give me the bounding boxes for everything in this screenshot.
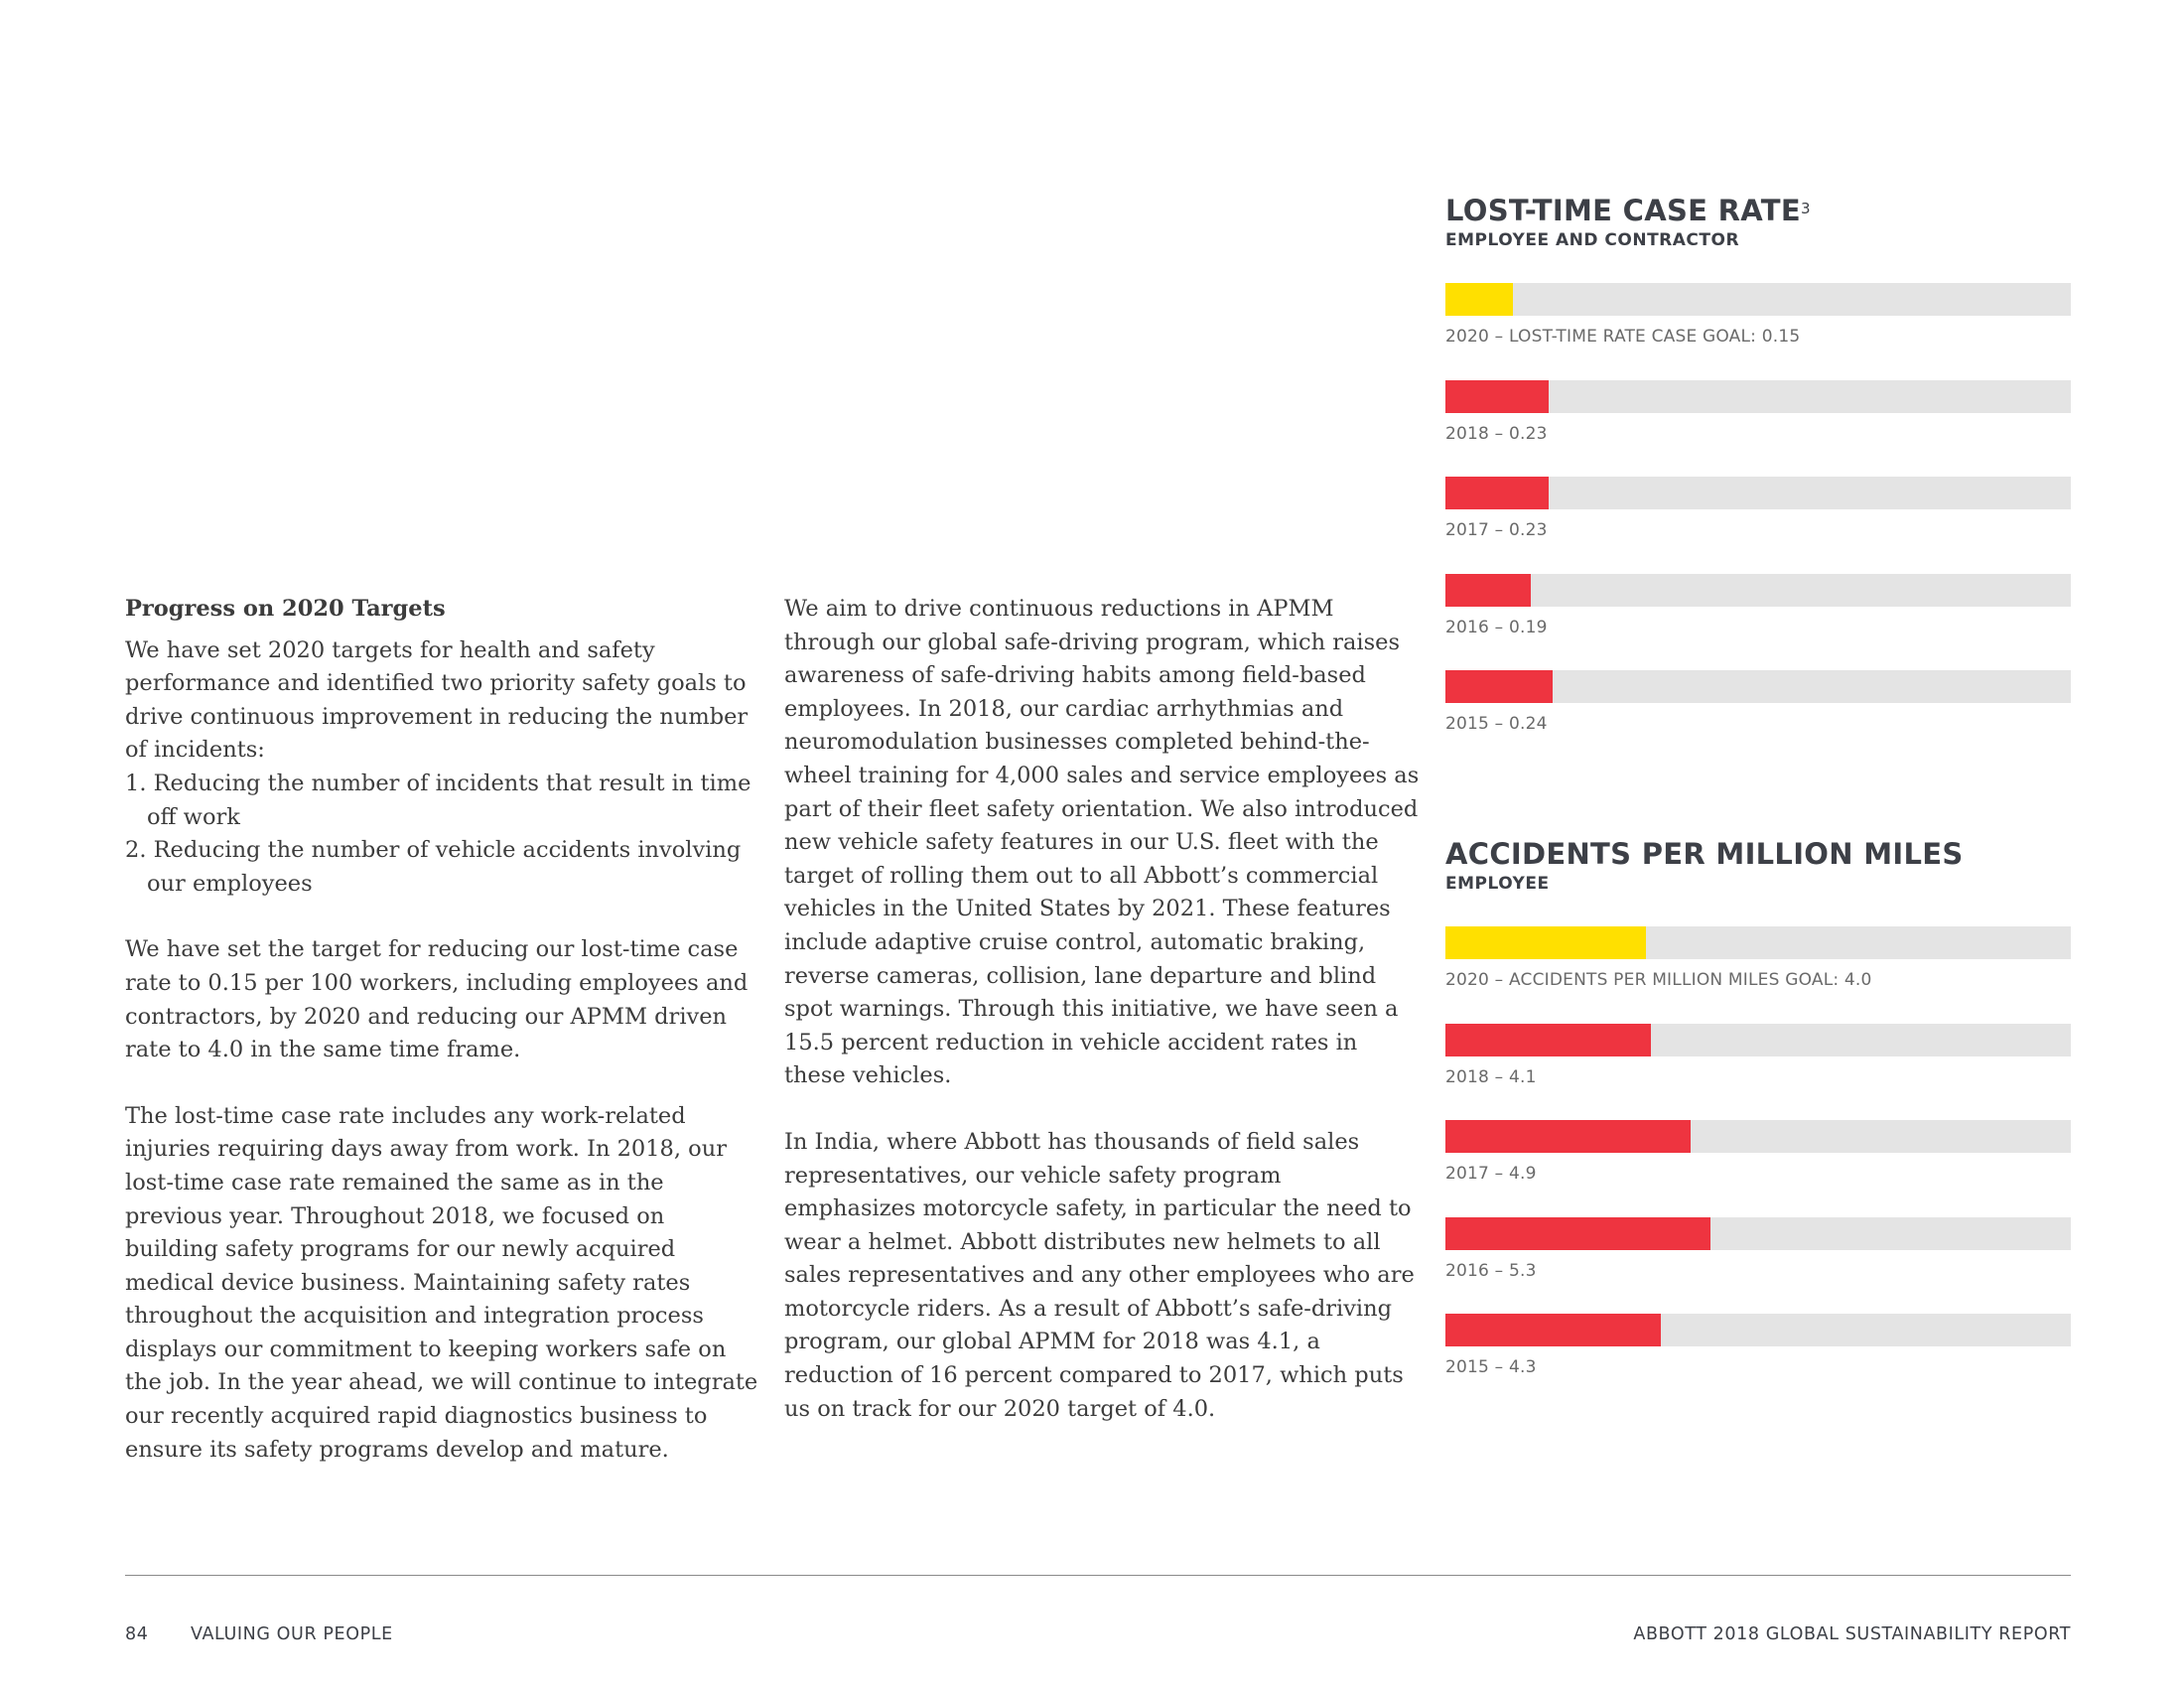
chart-bars <box>1445 926 2071 1411</box>
footer-divider <box>125 1575 2071 1576</box>
bar-label: 2015 – 0.24 <box>1445 714 1548 735</box>
bar-label: 2020 – LOST-TIME RATE CASE GOAL: 0.15 <box>1445 327 1801 347</box>
bar-row <box>1445 380 2071 478</box>
chart-title: ACCIDENTS PER MILLION MILES <box>1445 837 1964 871</box>
bar-track <box>1445 1314 2071 1346</box>
value-bar <box>1445 1024 1651 1056</box>
bar-row <box>1445 670 2071 768</box>
bar-track <box>1445 1120 2071 1153</box>
bar-label: 2017 – 4.9 <box>1445 1164 1537 1185</box>
india-paragraph: In India, where Abbott has thousands of field sales representatives, our vehicle safety program emphasizes motorcycle safety, in particular the need to wear a helmet. Abbott distributes new helmets to all sales representatives and any other employees who are motorcycle riders. As a result of Abbott’s safe-driving program, our global APMM for 2018 was 4.1, a reduction of 16 percent compared to 2017, which puts us on track for our 2020 target of 4.0. <box>784 1128 1415 1422</box>
bar-row <box>1445 1120 2071 1217</box>
lost-time-paragraph: The lost-time case rate includes any work-related injuries requiring days away from work. In 2018, our lost-time case rate remained the same as in the previous year. Throughout 2018, we focused on building safety programs for our newly acquired medical device business. Maintaining safety rates throughout the acquisition and integration process displays our commitment to keeping workers safe on the job. In the year ahead, we will continue to integrate our recently acquired rapid diagnostics business to ensure its safety programs develop and mature. <box>125 1102 758 1463</box>
bar-label: 2020 – ACCIDENTS PER MILLION MILES GOAL: 4.0 <box>1445 970 1872 990</box>
bar-label: 2018 – 0.23 <box>1445 423 1548 444</box>
apmm-paragraph: We aim to drive continuous reductions in APMM through our global safe-driving program, which raises awareness of safe-driving habits among field-based employees. In 2018, our cardiac arrhythmias and neuromodulation businesses completed behind-the-wheel training for 4,000 sales and service employees as part of their fleet safety orientation. We also introduced new vehicle safety features in our U.S. fleet with the target of rolling them out to all Abbott’s commercial vehicles in the United States by 2021. These features include adaptive cruise control, automatic braking, reverse cameras, collision, lane departure and blind spot warnings. Through this initiative, we have seen a 15.5 percent reduction in vehicle accident rates in these vehicles. <box>784 596 1420 1089</box>
value-bar <box>1445 477 1549 509</box>
bar-row <box>1445 574 2071 671</box>
bar-track <box>1445 283 2071 316</box>
goal-bar <box>1445 926 1646 959</box>
value-bar <box>1445 1314 1661 1346</box>
chart-title <box>1445 193 2071 228</box>
bar-row <box>1445 283 2071 380</box>
section-heading: Progress on 2020 Targets <box>125 596 446 622</box>
page-number: 84 <box>125 1624 149 1644</box>
bar-track <box>1445 574 2071 607</box>
bar-row <box>1445 477 2071 574</box>
footer-section-title: VALUING OUR PEOPLE <box>191 1624 393 1644</box>
value-bar <box>1445 1217 1710 1250</box>
list-item: 2. Reducing the number of vehicle accidents involving our employees <box>125 837 742 897</box>
bar-label: 2017 – 0.23 <box>1445 520 1548 541</box>
bar-track <box>1445 926 2071 959</box>
bar-label: 2016 – 0.19 <box>1445 617 1548 637</box>
value-bar <box>1445 574 1531 607</box>
target-paragraph: We have set the target for reducing our lost-time case rate to 0.15 per 100 workers, including employees and contractors, by 2020 and reducing our APMM driven rate to 4.0 in the same time frame. <box>125 936 749 1063</box>
chart-bars <box>1445 283 2071 768</box>
bar-row <box>1445 1217 2071 1315</box>
value-bar <box>1445 380 1549 413</box>
bar-track <box>1445 670 2071 703</box>
bar-label: 2018 – 4.1 <box>1445 1066 1537 1087</box>
accidents-per-million-miles-chart <box>1445 836 2071 1411</box>
chart-subtitle: EMPLOYEE <box>1445 874 1550 894</box>
middle-text-column <box>784 593 1420 1426</box>
bar-label: 2016 – 5.3 <box>1445 1260 1537 1281</box>
list-item: 1. Reducing the number of incidents that result in time off work <box>125 770 751 830</box>
value-bar <box>1445 670 1553 703</box>
chart-title-text: LOST-TIME CASE RATE <box>1445 194 1801 227</box>
footnote-marker: 3 <box>1800 200 1811 217</box>
bar-row <box>1445 1314 2071 1411</box>
bar-track <box>1445 380 2071 413</box>
bar-row <box>1445 1024 2071 1121</box>
bar-track <box>1445 1217 2071 1250</box>
bar-track <box>1445 1024 2071 1056</box>
goal-bar <box>1445 283 1513 316</box>
left-text-column <box>125 593 760 1467</box>
value-bar <box>1445 1120 1691 1153</box>
bar-row <box>1445 926 2071 1024</box>
lost-time-case-rate-chart <box>1445 193 2071 768</box>
footer-report-title: ABBOTT 2018 GLOBAL SUSTAINABILITY REPORT <box>1633 1624 2071 1644</box>
bar-track <box>1445 477 2071 509</box>
bar-label: 2015 – 4.3 <box>1445 1357 1537 1378</box>
chart-subtitle: EMPLOYEE AND CONTRACTOR <box>1445 230 1740 250</box>
priority-goals-list <box>125 768 760 901</box>
intro-paragraph: We have set 2020 targets for health and safety performance and identified two priority safety goals to drive continuous improvement in reducing the number of incidents: <box>125 636 749 764</box>
